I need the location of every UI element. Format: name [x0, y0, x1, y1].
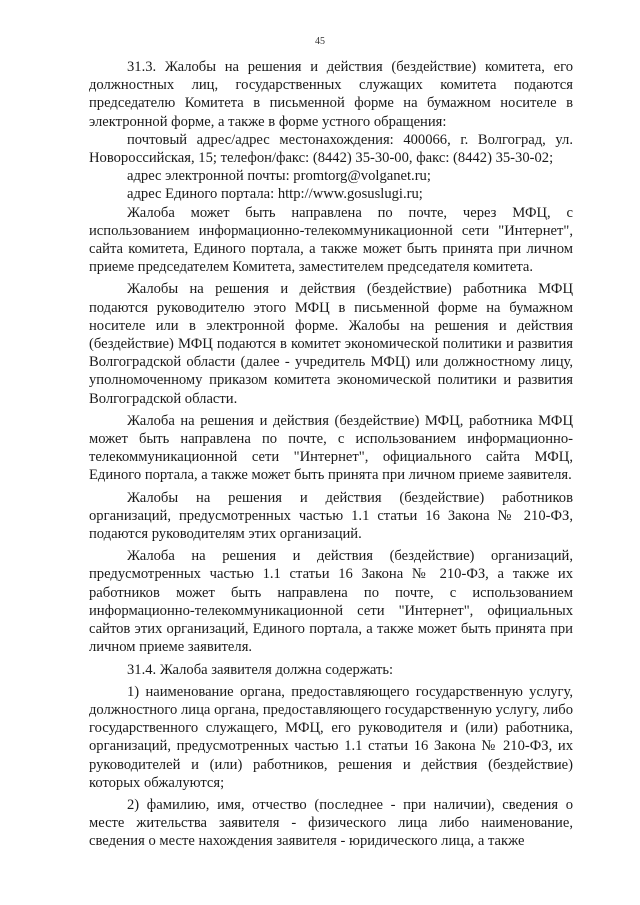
page-number: 45 — [315, 36, 325, 47]
paragraph-email: адрес электронной почты: promtorg@volganet.ru; — [127, 168, 431, 185]
paragraph-mfc-complaint-channels: Жалоба на решения и действия (бездействие) МФЦ, работника МФЦ может быть направлена по почте, с использованием информационно-телекоммуникационной сети "Интернет", официального сайта МФЦ, Единого портала, а также может быть принята при личном приеме заявителя. — [89, 412, 573, 484]
paragraph-organization-employees: Жалобы на решения и действия (бездействие) работников организаций, предусмотренных частью 1.1 статьи 16 Закона № 210-ФЗ, подаются руководителям этих организаций. — [89, 489, 573, 543]
paragraph-item-1: 1) наименование органа, предоставляющего государственную услугу, должностного лица органа, предоставляющего государственную услугу, либо государственного служащего, МФЦ, его руководителя и (или) работника, организаций, предусмотренных частью 1.1 статьи 16 Закона № 210-ФЗ, их руководителей и (или) работников, решения и действия (бездействие) которых обжалуются; — [89, 683, 573, 791]
paragraph-31-4: 31.4. Жалоба заявителя должна содержать: — [127, 661, 394, 678]
paragraph-postal-address: почтовый адрес/адрес местонахождения: 400066, г. Волгоград, ул. Новороссийская, 15; телефон/факс: (8442) 35-30-00, факс: (8442) 35-30-02; — [89, 131, 573, 167]
paragraph-complaint-channels: Жалоба может быть направлена по почте, через МФЦ, с использованием информационно-телекоммуникационной сети "Интернет", сайта комитета, Единого портала, а также может быть принята при личном приеме председателем Комитета, заместителем председателя комитета. — [89, 204, 573, 276]
paragraph-portal-address: адрес Единого портала: http://www.gosuslugi.ru; — [127, 186, 423, 203]
paragraph-organization-complaints: Жалоба на решения и действия (бездействие) организаций, предусмотренных частью 1.1 статьи 16 Закона № 210-ФЗ, а также их работников может быть направлена по почте, с использованием информационно-телекоммуникационной сети "Интернет", официальных сайтов этих организаций, Единого портала, а также может быть принята при личном приеме заявителя. — [89, 548, 573, 656]
document-body — [89, 58, 573, 851]
paragraph-mfc-complaints: Жалобы на решения и действия (бездействие) работника МФЦ подаются руководителю этого МФЦ в письменной форме на бумажном носителе или в электронной форме. Жалобы на решения и действия (бездействие) МФЦ подаются в комитет экономической политики и развития Волгоградской области (далее - учредитель МФЦ) или должностному лицу, уполномоченному приказом комитета экономической политики и развития Волгоградской области. — [89, 281, 573, 407]
paragraph-item-2: 2) фамилию, имя, отчество (последнее - при наличии), сведения о месте жительства заявителя - физического лица либо наименование, сведения о месте нахождения заявителя - юридического лица, а также — [89, 796, 573, 850]
paragraph-31-3: 31.3. Жалобы на решения и действия (бездействие) комитета, его должностных лиц, государственных служащих комитета подаются председателю Комитета в письменной форме на бумажном носителе в электронной форме, а также в форме устного обращения: — [89, 59, 573, 130]
